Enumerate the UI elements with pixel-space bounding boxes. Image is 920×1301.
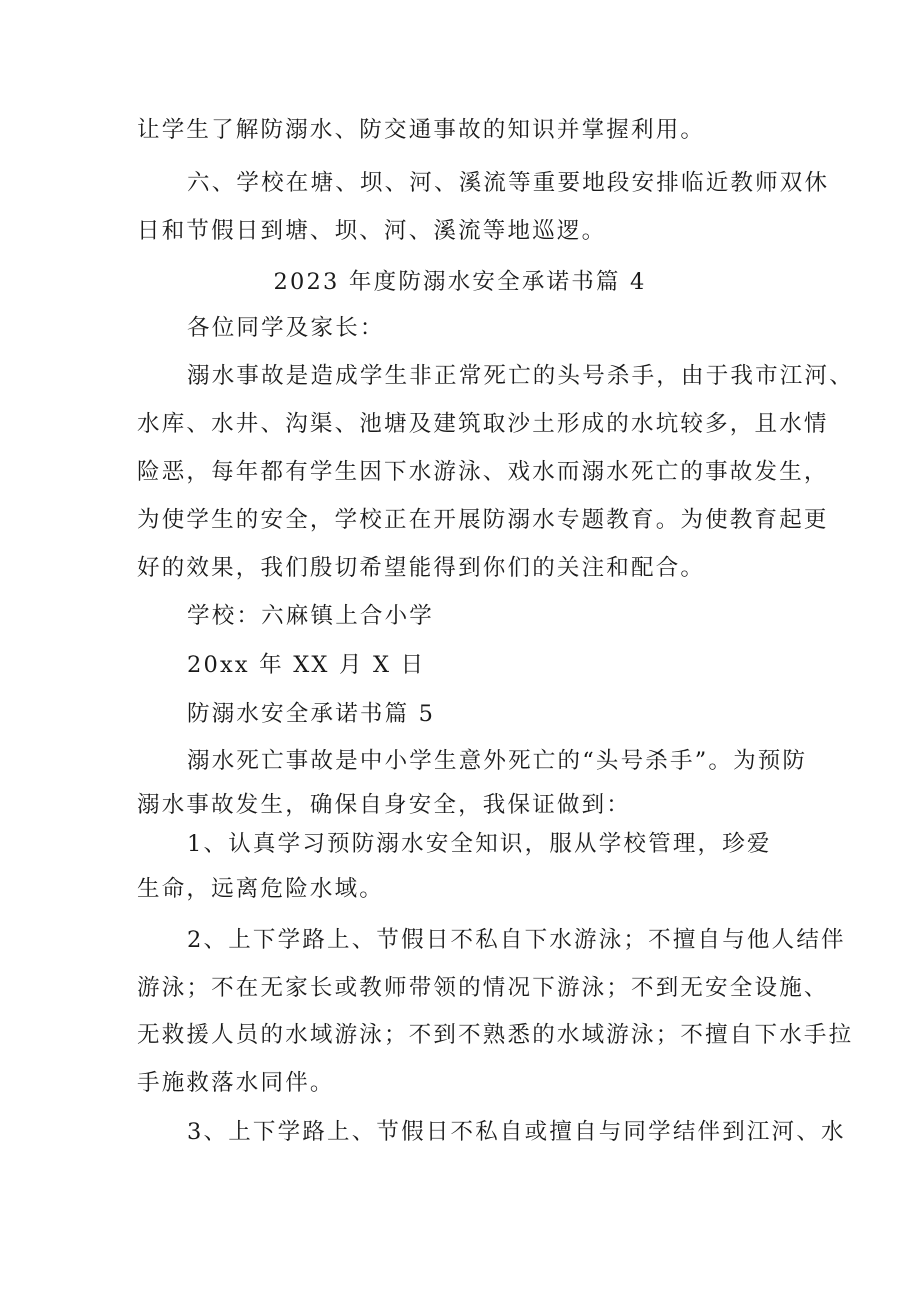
- section-title: 2023 年度防溺水安全承诺书篇 4: [273, 269, 647, 295]
- list-item-line: 3、上下学路上、节假日不私自或擅自与同学结伴到江河、水: [187, 1119, 846, 1145]
- paragraph-line: 溺水事故发生，确保自身安全，我保证做到：: [137, 792, 632, 818]
- list-item-line: 手施救落水同伴。: [137, 1070, 335, 1096]
- paragraph-line: 让学生了解防溺水、防交通事故的知识并掌握利用。: [137, 117, 706, 143]
- list-item-line: 游泳；不在无家长或教师带领的情况下游泳；不到无安全设施、: [137, 975, 829, 1001]
- list-item-line: 2、上下学路上、节假日不私自下水游泳；不擅自与他人结伴: [187, 927, 846, 953]
- paragraph-line: 为使学生的安全，学校正在开展防溺水专题教育。为使教育起更: [137, 507, 829, 533]
- list-item-line: 1、认真学习预防溺水安全知识，服从学校管理，珍爱: [187, 831, 772, 857]
- list-item-line: 无救援人员的水域游泳；不到不熟悉的水域游泳；不擅自下水手拉: [137, 1022, 854, 1048]
- salutation: 各位同学及家长：: [187, 315, 385, 341]
- paragraph-line: 溺水事故是造成学生非正常死亡的头号杀手，由于我市江河、: [187, 363, 854, 389]
- signature-school: 学校：六麻镇上合小学: [187, 603, 435, 629]
- section-title: 防溺水安全承诺书篇 5: [187, 701, 436, 727]
- paragraph-line: 水库、水井、沟渠、池塘及建筑取沙土形成的水坑较多，且水情: [137, 411, 829, 437]
- paragraph-line: 六、学校在塘、坝、河、溪流等重要地段安排临近教师双休: [187, 170, 830, 196]
- signature-date: 20xx 年 XX 月 X 日: [187, 652, 426, 678]
- paragraph-line: 溺水死亡事故是中小学生意外死亡的“头号杀手”。为预防: [187, 748, 808, 774]
- paragraph-line: 日和节假日到塘、坝、河、溪流等地巡逻。: [137, 218, 607, 244]
- list-item-line: 生命，远离危险水域。: [137, 876, 385, 902]
- paragraph-line: 好的效果，我们殷切希望能得到你们的关注和配合。: [137, 555, 706, 581]
- paragraph-line: 险恶，每年都有学生因下水游泳、戏水而溺水死亡的事故发生，: [137, 459, 829, 485]
